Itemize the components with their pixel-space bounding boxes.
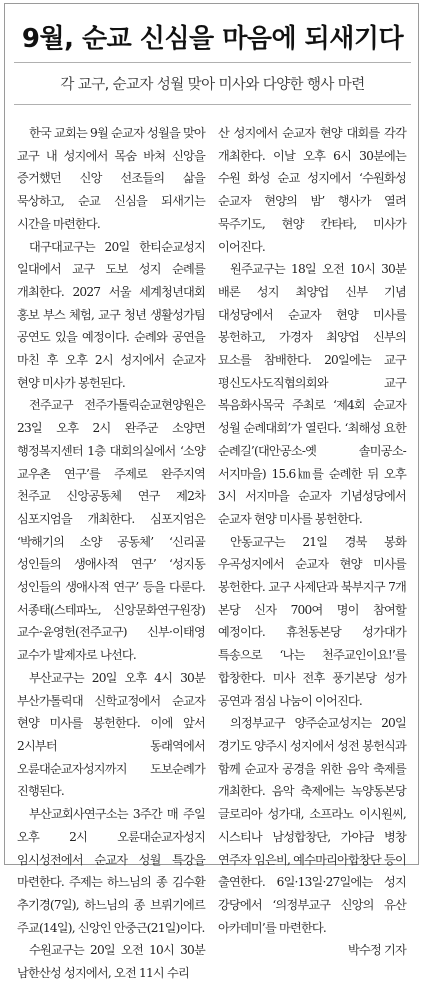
headline-divider xyxy=(14,62,411,63)
subheadline-divider xyxy=(14,104,411,105)
paragraph: 원주교구는 18일 오전 10시 30분 배론 성지 최양업 신부 기념 대성당에서 순교자 현양 미사를 봉헌하고, 가경자 최양업 신부의 묘소를 참배한다. 20일에는 교구 평신도사도직협의회와 교구 복음화사목국 주최로 ‘제4회 순교자 성월 순례대회’가 열린다. ‘최해성 요한 순례길’(대안공소-옛 솔미공소-서지마을) 15.6㎞를 순례한 뒤 오후 3시 서지마을 순교자 기념성당에서 순교자 현양 미사를 봉헌한다. xyxy=(218,262,406,526)
paragraph: 안동교구는 21일 경북 봉화 우곡성지에서 순교자 현양 미사를 봉헌한다. 교구 사제단과 북부지구 7개 본당 신자 700여 명이 참여할 예정이다. 휴천동본당 성가대가 특송으로 ‘나는 천주교인이요!’를 합창한다. 미사 전후 풍기본당 성가 공연과 점심 나눔이 이어진다. xyxy=(218,534,406,708)
paragraph-continued: 산 성지에서 순교자 현양 대회를 각각 개최한다. 이날 오후 6시 30분에는 수원 화성 순교 성지에서 ‘수원화성 순교자 현양의 밤’ 행사가 열려 묵주기도, 현양 칸타타, 미사가 이어진다. xyxy=(218,126,406,254)
article-column-left xyxy=(17,122,205,981)
paragraph: 의정부교구 양주순교성지는 20일 경기도 양주시 성지에서 성전 봉헌식과 함께 순교자 공경을 위한 음악 축제를 개최한다. 음악 축제에는 녹양동본당 글로리아 성가대, 소프라노 이시원씨, 시스티나 남성합창단, 가야금 병창 연주자 임은비, 예수마리아합창단 등이 출연한다. 6일·13일·27일에는 성지 강당에서 ‘의정부교구 신앙의 유산 아카데미’를 마련한다. xyxy=(218,716,406,935)
article-headline: 9월, 순교 신심을 마음에 되새기다 xyxy=(21,24,404,54)
article-subheadline: 각 교구, 순교자 성월 맞아 미사와 다양한 행사 마련 xyxy=(60,77,365,93)
article-column-right xyxy=(218,122,406,958)
paragraph: 한국 교회는 9월 순교자 성월을 맞아 교구 내 성지에서 목숨 바쳐 신앙을 증거했던 신앙 선조들의 삶을 묵상하고, 순교 신심을 되새기는 시간을 마련한다. xyxy=(17,126,205,231)
paragraph: 대구대교구는 20일 한티순교성지 일대에서 교구 도보 성지 순례를 개최한다. 2027 서울 세계청년대회 홍보 부스 체험, 교구 청년 생활성가팀 공연도 있을 예정이다. 순례와 공연을 마친 후 오후 2시 성지에서 순교자 현양 미사가 봉헌된다. xyxy=(17,239,205,390)
paragraph: 전주교구 전주가톨릭순교현양원은 23일 오후 2시 완주군 소양면 행정복지센터 1층 대회의실에서 ‘소양 교우촌 연구’를 주제로 완주지역 천주교 신앙공동체 연구 제2차 심포지엄을 개최한다. 심포지엄은 ‘박해기의 소양 공동체’ ‘신리골 성인들의 생애사적 연구’ ‘성지동 성인들의 생애사적 연구’ 등을 다룬다. 서종태(스테파노, 신앙문화연구원장) 교수·윤영헌(전주교구) 신부·이태영 교수가 발제자로 나선다. xyxy=(17,398,205,663)
paragraph: 부산교회사연구소는 3주간 매 주일 오후 2시 오륜대순교자성지 임시성전에서 순교자 성월 특강을 마련한다. 주제는 하느님의 종 김수환 추기경(7일), 하느님의 종 브뤼기에르 주교(14일), 신앙인 안중근(21일)이다. xyxy=(17,807,205,935)
paragraph: 수원교구는 20일 오전 10시 30분 남한산성 성지에서, 오전 11시 수리 xyxy=(17,943,205,981)
paragraph: 부산교구는 20일 오후 4시 30분 부산가톨릭대 신학교정에서 순교자 현양 미사를 봉헌한다. 이에 앞서 2시부터 동래역에서 오륜대순교자성지까지 도보순례가 진행된다. xyxy=(17,670,205,799)
byline: 박수정 기자 xyxy=(348,943,406,958)
